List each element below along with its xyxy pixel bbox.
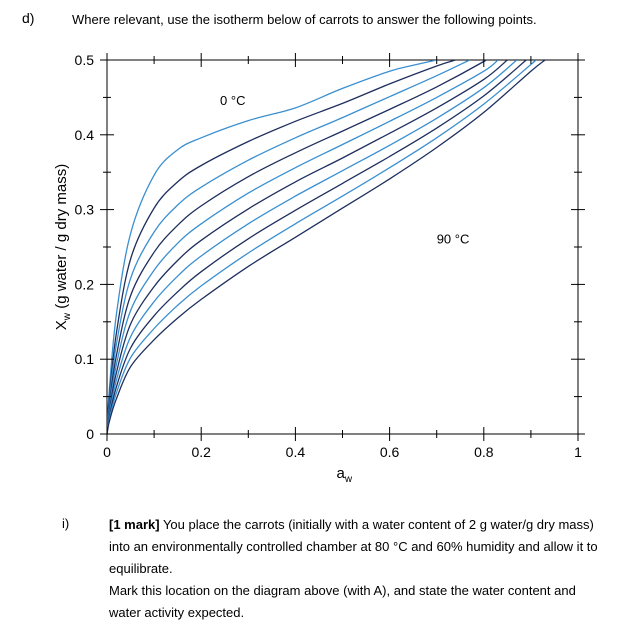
y-axis-label-sub: w <box>62 312 73 321</box>
x-tick-label: 0.6 <box>379 444 400 460</box>
sub-question-text-2: Mark this location on the diagram above (with A), and state the water content and water activity expected. <box>109 583 576 620</box>
question-text: Where relevant, use the isotherm below of carrots to answer the following points. <box>72 12 537 27</box>
x-tick-label: 0.4 <box>285 444 306 460</box>
isotherm-curve-1 <box>107 60 456 434</box>
y-tick-label: 0.4 <box>74 126 94 143</box>
y-tick-label: 0.1 <box>74 351 94 368</box>
x-axis-label-sub: w <box>344 474 353 485</box>
x-tick-label: 0.2 <box>191 444 211 460</box>
sub-question-body <box>109 514 609 624</box>
isotherm-curve-2 <box>107 60 470 434</box>
annotation-90c: 90 °C <box>436 231 470 247</box>
annotation-0c: 0 °C <box>220 92 246 108</box>
x-tick-label: 0 <box>103 444 111 460</box>
y-axis-label-main: X <box>53 320 70 331</box>
plot-frame <box>107 60 578 434</box>
sub-question-text: You place the carrots (initially with a water content of 2 g water/g dry mass) into an environmentally controlled chamber at 80 °C and 60% humidity and allow it to equilibrate. <box>109 517 598 576</box>
isotherm-curve-9 <box>107 60 545 434</box>
sub-question-para-1 <box>109 514 609 580</box>
y-axis-label <box>53 164 73 330</box>
x-axis-label-main: a <box>336 465 345 482</box>
y-axis-label-rest: (g water / g dry mass) <box>53 163 70 313</box>
y-tick-label: 0.2 <box>74 276 94 293</box>
x-tick-label: 0.8 <box>474 444 494 460</box>
x-axis-label <box>337 465 353 485</box>
isotherm-curve-3 <box>107 59 487 434</box>
x-tick-label: 1 <box>574 444 582 460</box>
y-tick-label: 0.3 <box>74 201 94 218</box>
y-tick-label: 0 <box>86 426 94 442</box>
question-label: d) <box>22 10 35 26</box>
isotherm-curve-0 <box>107 60 437 434</box>
mark-badge: [1 mark] <box>109 517 160 532</box>
y-tick-label: 0.5 <box>74 52 94 68</box>
isotherm-curve-8 <box>107 60 536 434</box>
sub-question-label: i) <box>62 516 70 531</box>
isotherm-curve-7 <box>107 60 526 434</box>
